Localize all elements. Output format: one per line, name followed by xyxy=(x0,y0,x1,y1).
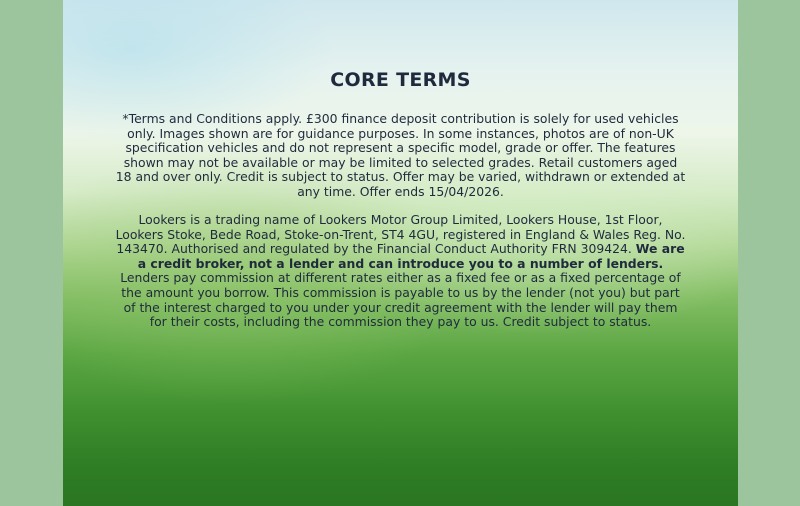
page-title: CORE TERMS xyxy=(330,69,471,91)
commission-disclosure-text: Lenders pay commission at different rates either as a fixed fee or as a fixed percentage of the amount you borrow. This commission is payable to us by the lender (not you) but part of the interest charged to you under your credit agreement with the lender will pay them for their costs, including the commission they pay to us. Credit subject to status. xyxy=(120,270,681,330)
terms-paragraph: *Terms and Conditions apply. £300 finance deposit contribution is solely for used vehicles only. Images shown are for guidance purposes. In some instances, photos are of non-UK specification vehicles and do not represent a specific model, grade or offer. The features shown may not be available or may be limited to selected grades. Retail customers aged 18 and over only. Credit is subject to status. Offer may be varied, withdrawn or extended at any time. Offer ends 15/04/2026. xyxy=(115,111,686,199)
core-terms-panel xyxy=(63,0,738,506)
credit-broker-notice: We are a credit broker, not a lender and can introduce you to a number of lenders. xyxy=(137,241,685,271)
company-info-text: Lookers is a trading name of Lookers Motor Group Limited, Lookers House, 1st Floor, Lookers Stoke, Bede Road, Stoke-on-Trent, ST4 4GU, registered in England & Wales Reg. No. 143470. Authorised and regulated by the Financial Conduct Authority FRN 309424. xyxy=(115,212,686,257)
company-info-paragraph xyxy=(115,213,686,330)
